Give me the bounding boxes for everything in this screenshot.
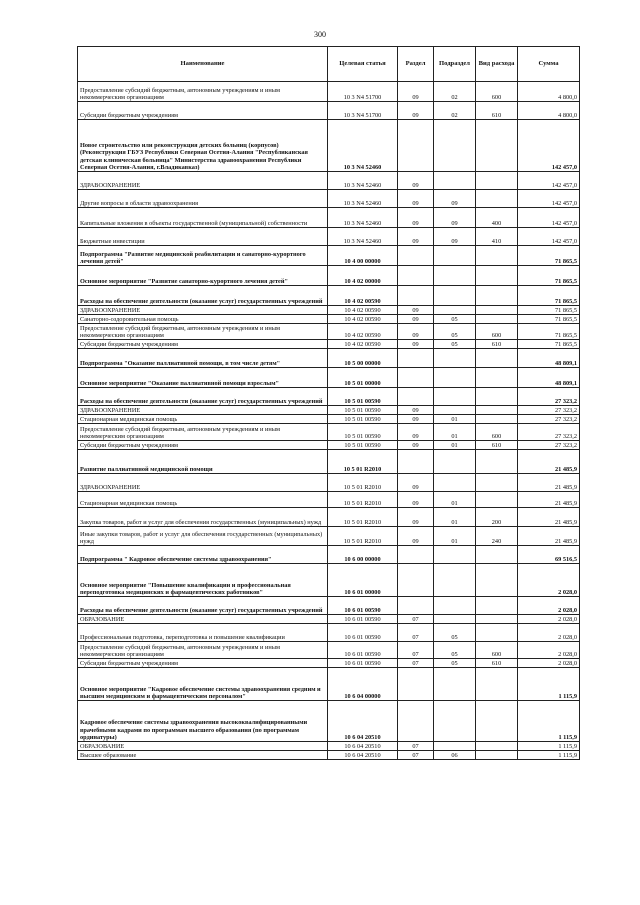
- row-name: Субсидии бюджетным учреждениям: [78, 659, 328, 668]
- row-name: Субсидии бюджетным учреждениям: [78, 102, 328, 120]
- row-subsection: [434, 474, 476, 492]
- row-sum: 71 865,5: [518, 315, 580, 324]
- row-expense-type: [476, 406, 518, 415]
- row-sum: 27 323,2: [518, 441, 580, 450]
- row-section: 09: [398, 190, 434, 208]
- row-sum: 21 485,9: [518, 450, 580, 474]
- row-target: 10 6 01 00590: [328, 624, 398, 642]
- row-expense-type: [476, 450, 518, 474]
- row-expense-type: 200: [476, 508, 518, 527]
- table-row: [78, 324, 580, 340]
- row-name: Предоставление субсидий бюджетным, автономным учреждениям и иным некоммерческим организациям: [78, 82, 328, 102]
- table-row: [78, 388, 580, 406]
- table-row: [78, 120, 580, 172]
- row-subsection: 01: [434, 441, 476, 450]
- table-row: [78, 659, 580, 668]
- row-target: 10 4 02 00590: [328, 315, 398, 324]
- row-sum: 2 028,0: [518, 615, 580, 624]
- row-sum: 27 323,2: [518, 388, 580, 406]
- table-row: [78, 492, 580, 508]
- row-expense-type: [476, 266, 518, 286]
- row-sum: 71 865,5: [518, 286, 580, 306]
- row-expense-type: 410: [476, 228, 518, 246]
- row-sum: 2 028,0: [518, 659, 580, 668]
- row-section: [398, 450, 434, 474]
- row-name: Расходы на обеспечение деятельности (оказание услуг) государственных учреждений: [78, 597, 328, 615]
- row-name: Стационарная медицинская помощь: [78, 415, 328, 424]
- table-row: [78, 546, 580, 564]
- row-subsection: [434, 406, 476, 415]
- row-target: 10 3 N4 52460: [328, 190, 398, 208]
- row-name: Подпрограмма " Кадровое обеспечение системы здравоохранения": [78, 546, 328, 564]
- row-sum: 2 028,0: [518, 564, 580, 597]
- row-subsection: 05: [434, 324, 476, 340]
- table-row: [78, 527, 580, 546]
- table-row: [78, 368, 580, 388]
- row-target: 10 5 01 R2010: [328, 492, 398, 508]
- row-name: Основное мероприятие "Оказание паллиативной помощи взрослым": [78, 368, 328, 388]
- row-expense-type: 610: [476, 102, 518, 120]
- row-name: ОБРАЗОВАНИЕ: [78, 615, 328, 624]
- table-row: [78, 751, 580, 760]
- row-section: 09: [398, 406, 434, 415]
- row-sum: 2 028,0: [518, 624, 580, 642]
- row-section: 09: [398, 82, 434, 102]
- row-expense-type: 610: [476, 659, 518, 668]
- row-subsection: 01: [434, 415, 476, 424]
- table-row: [78, 82, 580, 102]
- row-target: 10 4 00 00000: [328, 246, 398, 266]
- table-row: [78, 190, 580, 208]
- row-sum: 1 115,9: [518, 742, 580, 751]
- row-target: 10 4 02 00590: [328, 324, 398, 340]
- row-name: Подпрограмма "Развитие медицинской реабилитации и санаторно-курортного лечения детей": [78, 246, 328, 266]
- row-section: [398, 120, 434, 172]
- row-expense-type: [476, 668, 518, 701]
- row-sum: 48 809,1: [518, 349, 580, 368]
- row-name: Профессиональная подготовка, переподготовка и повышение квалификации: [78, 624, 328, 642]
- row-sum: 2 028,0: [518, 597, 580, 615]
- row-name: Высшее образование: [78, 751, 328, 760]
- row-expense-type: [476, 120, 518, 172]
- row-sum: 4 800,0: [518, 102, 580, 120]
- row-expense-type: 600: [476, 324, 518, 340]
- row-name: Другие вопросы в области здравоохранения: [78, 190, 328, 208]
- table-row: [78, 450, 580, 474]
- row-target: 10 6 01 00590: [328, 659, 398, 668]
- row-sum: 27 323,2: [518, 415, 580, 424]
- row-target: 10 5 01 00590: [328, 415, 398, 424]
- row-expense-type: [476, 564, 518, 597]
- header-sum: Сумма: [518, 47, 580, 82]
- row-sum: 1 115,9: [518, 701, 580, 742]
- table-row: [78, 441, 580, 450]
- row-section: 09: [398, 324, 434, 340]
- row-subsection: 05: [434, 642, 476, 659]
- row-target: 10 5 01 R2010: [328, 527, 398, 546]
- row-target: 10 5 01 00000: [328, 368, 398, 388]
- row-name: Расходы на обеспечение деятельности (оказание услуг) государственных учреждений: [78, 286, 328, 306]
- row-section: 07: [398, 615, 434, 624]
- row-sum: 142 457,0: [518, 208, 580, 228]
- row-subsection: [434, 450, 476, 474]
- row-subsection: 01: [434, 492, 476, 508]
- row-subsection: 01: [434, 508, 476, 527]
- row-name: Стационарная медицинская помощь: [78, 492, 328, 508]
- row-name: ЗДРАВООХРАНЕНИЕ: [78, 406, 328, 415]
- row-sum: 71 865,5: [518, 324, 580, 340]
- row-sum: 27 323,2: [518, 424, 580, 441]
- row-section: [398, 286, 434, 306]
- row-name: Субсидии бюджетным учреждениям: [78, 340, 328, 349]
- row-subsection: 02: [434, 102, 476, 120]
- row-section: [398, 701, 434, 742]
- table-row: [78, 564, 580, 597]
- table-row: [78, 340, 580, 349]
- row-section: [398, 564, 434, 597]
- row-name: Новое строительство или реконструкция детских больниц (корпусов) (Реконструкция ГБУЗ Республики Северная Осетия-Алания "Республиканская детская клиническая больница" Министерства здравоохранения Республики Северная Осетия-Алания, г.Владикавказ): [78, 120, 328, 172]
- row-section: [398, 668, 434, 701]
- row-sum: 1 115,9: [518, 751, 580, 760]
- table-row: [78, 208, 580, 228]
- table-body: [78, 82, 580, 760]
- row-target: 10 5 00 00000: [328, 349, 398, 368]
- row-target: 10 6 01 00590: [328, 597, 398, 615]
- row-sum: 71 865,5: [518, 266, 580, 286]
- table-row: [78, 102, 580, 120]
- table-row: [78, 415, 580, 424]
- row-section: 09: [398, 508, 434, 527]
- row-expense-type: [476, 751, 518, 760]
- row-target: 10 4 02 00590: [328, 306, 398, 315]
- table-row: [78, 306, 580, 315]
- row-target: 10 6 01 00000: [328, 564, 398, 597]
- header-expense-type: Вид расхода: [476, 47, 518, 82]
- row-expense-type: [476, 349, 518, 368]
- row-expense-type: [476, 286, 518, 306]
- row-subsection: [434, 701, 476, 742]
- row-name: Закупка товаров, работ и услуг для обеспечения государственных (муниципальных) нужд: [78, 508, 328, 527]
- row-sum: 71 865,5: [518, 246, 580, 266]
- table-row: [78, 701, 580, 742]
- row-target: 10 3 N4 52460: [328, 172, 398, 190]
- row-section: [398, 368, 434, 388]
- row-section: 09: [398, 441, 434, 450]
- row-subsection: [434, 615, 476, 624]
- row-section: 09: [398, 172, 434, 190]
- row-name: ОБРАЗОВАНИЕ: [78, 742, 328, 751]
- row-expense-type: [476, 742, 518, 751]
- row-sum: 142 457,0: [518, 228, 580, 246]
- row-target: 10 6 01 00590: [328, 642, 398, 659]
- row-target: 10 3 N4 51700: [328, 82, 398, 102]
- table-row: [78, 228, 580, 246]
- row-subsection: 01: [434, 424, 476, 441]
- row-subsection: 09: [434, 228, 476, 246]
- row-expense-type: [476, 315, 518, 324]
- row-name: Субсидии бюджетным учреждениям: [78, 441, 328, 450]
- row-section: 09: [398, 228, 434, 246]
- row-target: 10 6 04 20510: [328, 701, 398, 742]
- row-subsection: 01: [434, 527, 476, 546]
- row-subsection: [434, 349, 476, 368]
- row-expense-type: [476, 474, 518, 492]
- table-row: [78, 266, 580, 286]
- row-target: 10 6 04 20510: [328, 751, 398, 760]
- row-subsection: [434, 597, 476, 615]
- table-header-row: [78, 47, 580, 82]
- row-expense-type: [476, 597, 518, 615]
- row-name: Подпрограмма "Оказание паллиативной помощи, в том числе детям": [78, 349, 328, 368]
- row-expense-type: 610: [476, 441, 518, 450]
- row-target: 10 4 02 00590: [328, 340, 398, 349]
- row-expense-type: [476, 388, 518, 406]
- row-sum: 21 485,9: [518, 508, 580, 527]
- row-target: 10 5 01 R2010: [328, 450, 398, 474]
- row-sum: 48 809,1: [518, 368, 580, 388]
- row-name: Предоставление субсидий бюджетным, автономным учреждениям и иным некоммерческим организациям: [78, 324, 328, 340]
- row-target: 10 5 01 00590: [328, 424, 398, 441]
- row-target: 10 4 02 00000: [328, 266, 398, 286]
- row-sum: 27 323,2: [518, 406, 580, 415]
- table-row: [78, 286, 580, 306]
- row-sum: 21 485,9: [518, 474, 580, 492]
- row-name: Предоставление субсидий бюджетным, автономным учреждениям и иным некоммерческим организациям: [78, 642, 328, 659]
- row-sum: 2 028,0: [518, 642, 580, 659]
- row-section: 09: [398, 315, 434, 324]
- row-sum: 21 485,9: [518, 527, 580, 546]
- table-row: [78, 246, 580, 266]
- row-sum: 1 115,9: [518, 668, 580, 701]
- row-target: 10 5 01 R2010: [328, 508, 398, 527]
- row-target: 10 5 01 00590: [328, 441, 398, 450]
- row-expense-type: 240: [476, 527, 518, 546]
- table-row: [78, 508, 580, 527]
- row-expense-type: [476, 624, 518, 642]
- row-section: [398, 546, 434, 564]
- row-sum: 142 457,0: [518, 190, 580, 208]
- row-expense-type: [476, 701, 518, 742]
- row-subsection: 09: [434, 208, 476, 228]
- row-section: [398, 388, 434, 406]
- row-expense-type: 400: [476, 208, 518, 228]
- row-section: 09: [398, 492, 434, 508]
- row-target: 10 3 N4 52460: [328, 228, 398, 246]
- row-expense-type: 610: [476, 340, 518, 349]
- row-subsection: 06: [434, 751, 476, 760]
- row-subsection: 05: [434, 659, 476, 668]
- header-section: Раздел: [398, 47, 434, 82]
- row-target: 10 4 02 00590: [328, 286, 398, 306]
- row-target: 10 6 04 20510: [328, 742, 398, 751]
- row-subsection: [434, 172, 476, 190]
- row-name: ЗДРАВООХРАНЕНИЕ: [78, 306, 328, 315]
- row-subsection: [434, 266, 476, 286]
- row-expense-type: [476, 368, 518, 388]
- row-section: 07: [398, 742, 434, 751]
- row-subsection: 05: [434, 624, 476, 642]
- row-section: 07: [398, 751, 434, 760]
- row-name: ЗДРАВООХРАНЕНИЕ: [78, 172, 328, 190]
- row-name: Развитие паллиативной медицинской помощи: [78, 450, 328, 474]
- row-subsection: [434, 306, 476, 315]
- row-section: [398, 349, 434, 368]
- row-section: 09: [398, 415, 434, 424]
- row-subsection: [434, 286, 476, 306]
- row-name: Расходы на обеспечение деятельности (оказание услуг) государственных учреждений: [78, 388, 328, 406]
- row-section: 07: [398, 642, 434, 659]
- row-subsection: 02: [434, 82, 476, 102]
- row-name: Предоставление субсидий бюджетным, автономным учреждениям и иным некоммерческим организациям: [78, 424, 328, 441]
- header-name: Наименование: [78, 47, 328, 82]
- row-sum: 71 865,5: [518, 340, 580, 349]
- row-target: 10 3 N4 51700: [328, 102, 398, 120]
- row-target: 10 6 00 00000: [328, 546, 398, 564]
- row-subsection: 05: [434, 315, 476, 324]
- header-subsection: Подраздел: [434, 47, 476, 82]
- row-section: 09: [398, 208, 434, 228]
- row-expense-type: [476, 415, 518, 424]
- budget-table: [77, 46, 580, 760]
- row-section: 07: [398, 659, 434, 668]
- row-subsection: 09: [434, 190, 476, 208]
- table-row: [78, 406, 580, 415]
- row-section: [398, 266, 434, 286]
- row-sum: 4 800,0: [518, 82, 580, 102]
- table-row: [78, 349, 580, 368]
- row-expense-type: [476, 246, 518, 266]
- row-expense-type: [476, 546, 518, 564]
- row-expense-type: 600: [476, 424, 518, 441]
- row-subsection: [434, 668, 476, 701]
- table-row: [78, 742, 580, 751]
- row-target: 10 5 01 00590: [328, 406, 398, 415]
- row-subsection: [434, 120, 476, 172]
- row-sum: 142 457,0: [518, 172, 580, 190]
- row-section: 07: [398, 624, 434, 642]
- row-name: Капитальные вложения в объекты государственной (муниципальной) собственности: [78, 208, 328, 228]
- row-subsection: [434, 546, 476, 564]
- row-expense-type: [476, 615, 518, 624]
- row-section: 09: [398, 102, 434, 120]
- row-section: [398, 597, 434, 615]
- row-section: 09: [398, 306, 434, 315]
- row-section: 09: [398, 424, 434, 441]
- table-row: [78, 642, 580, 659]
- row-name: Бюджетные инвестиции: [78, 228, 328, 246]
- row-expense-type: 600: [476, 82, 518, 102]
- row-target: 10 3 N4 52460: [328, 208, 398, 228]
- table-row: [78, 668, 580, 701]
- row-name: Иные закупки товаров, работ и услуг для обеспечения государственных (муниципальных) нужд: [78, 527, 328, 546]
- row-target: 10 5 01 R2010: [328, 474, 398, 492]
- row-sum: 69 516,5: [518, 546, 580, 564]
- row-sum: 71 865,5: [518, 306, 580, 315]
- row-name: Кадровое обеспечение системы здравоохранения высококвалифицированными врачебными кадрами по программам высшего образования (по программам ординатуры): [78, 701, 328, 742]
- row-target: 10 3 N4 52460: [328, 120, 398, 172]
- page-number: 300: [314, 30, 326, 39]
- row-target: 10 5 01 00590: [328, 388, 398, 406]
- table-row: [78, 172, 580, 190]
- row-subsection: 05: [434, 340, 476, 349]
- row-subsection: [434, 368, 476, 388]
- row-subsection: [434, 388, 476, 406]
- table-row: [78, 624, 580, 642]
- row-name: Основное мероприятие "Повышение квалификации и профессиональная переподготовка медицинских и фармацевтических работников": [78, 564, 328, 597]
- row-name: ЗДРАВООХРАНЕНИЕ: [78, 474, 328, 492]
- row-expense-type: [476, 492, 518, 508]
- row-sum: 21 485,9: [518, 492, 580, 508]
- table-row: [78, 424, 580, 441]
- row-section: 09: [398, 527, 434, 546]
- row-name: Основное мероприятие "Кадровое обеспечение системы здравоохранения средним и высшим медицинским и фармацевтическим персоналом": [78, 668, 328, 701]
- row-expense-type: [476, 306, 518, 315]
- row-name: Основное мероприятие "Развитие санаторно-курортного лечения детей": [78, 266, 328, 286]
- row-expense-type: [476, 172, 518, 190]
- row-section: 09: [398, 474, 434, 492]
- row-target: 10 6 01 00590: [328, 615, 398, 624]
- table-row: [78, 615, 580, 624]
- row-subsection: [434, 564, 476, 597]
- row-name: Санаторно-оздоровительная помощь: [78, 315, 328, 324]
- row-expense-type: 600: [476, 642, 518, 659]
- table-row: [78, 474, 580, 492]
- table-row: [78, 597, 580, 615]
- row-section: [398, 246, 434, 266]
- row-subsection: [434, 742, 476, 751]
- row-sum: 142 457,0: [518, 120, 580, 172]
- table-row: [78, 315, 580, 324]
- row-target: 10 6 04 00000: [328, 668, 398, 701]
- row-expense-type: [476, 190, 518, 208]
- header-target: Целевая статья: [328, 47, 398, 82]
- row-section: 09: [398, 340, 434, 349]
- row-subsection: [434, 246, 476, 266]
